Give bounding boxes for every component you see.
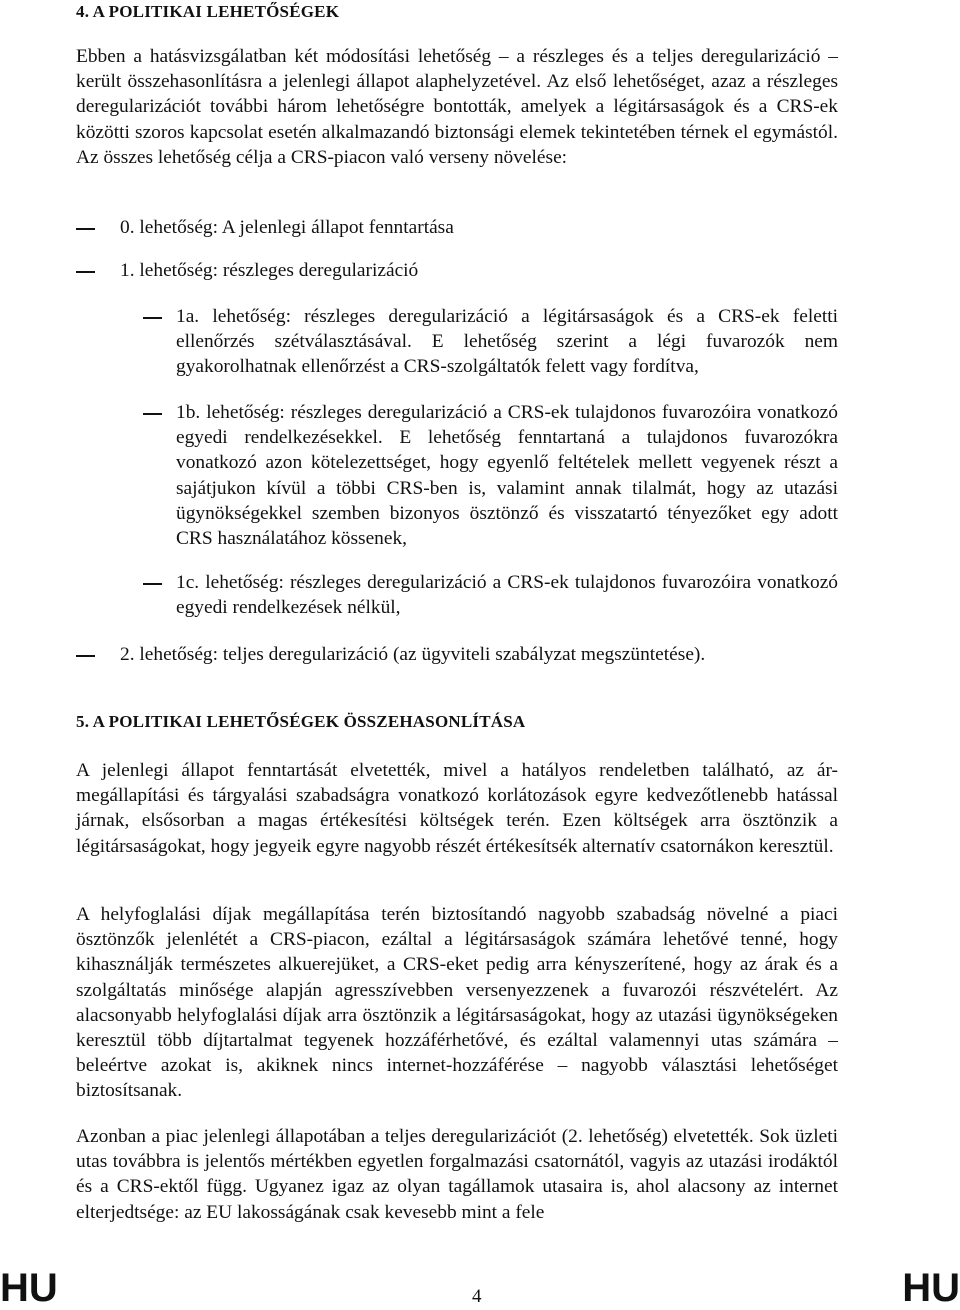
section-4-intro: Ebben a hatásvizsgálatban két módosítási lehetőség – a részleges és a teljes deregularizáció – került összehasonlításra a jelenlegi állapot alaphelyzetével. Az első lehetőséget, azaz a részleges deregularizációt további három lehetőségre bontották, amelyek a légitársaságok és a CRS-ek közötti szoros kapcsolat esetén alkalmazandó biztonsági elemek tekintetében térnek el egymástól. Az összes lehetőség célja a CRS-piacon való verseny növelése: — [76, 46, 838, 168]
section-4-number: 4. — [76, 2, 90, 21]
section-4-title: A POLITIKAI LEHETŐSÉGEK — [92, 2, 340, 21]
list-item-option-1b: 1b. lehetőség: részleges deregularizáció a CRS-ek tulajdonos fuvarozóira vonatkozó egyedi rendelkezésekkel. E lehetőség fenntartaná a tulajdonos fuvarozókra vonatkozó azon kötelezettséget, hogy egyenlő feltételek mellett vegyenek részt a sajátjukon kívül a többi CRS-ben is, valamint annak tilalmát, hogy az utazási ügynökségekkel szemben bizonyos ösztönző és visszatartó tényezőket egy adott CRS használatához kössenek, — [176, 402, 838, 550]
footer-language-left: HU — [0, 1266, 58, 1310]
section-4-heading — [76, 2, 339, 22]
list-item-option-1a: 1a. lehetőség: részleges deregularizáció a légitársaságok és a CRS-ek feletti ellenőrzés szétválasztásával. E lehetőség szerint a légi fuvarozók nem gyakorolhatnak ellenőrzést a CRS-szolgáltatók felett vagy fordítva, — [176, 306, 838, 378]
section-5-title: A POLITIKAI LEHETŐSÉGEK ÖSSZEHASONLÍTÁSA — [92, 712, 526, 731]
section-5-heading — [76, 712, 525, 732]
list-item-option-1: 1. lehetőség: részleges deregularizáció — [120, 260, 419, 281]
list-dash — [143, 413, 162, 415]
list-item-option-2: 2. lehetőség: teljes deregularizáció (az ügyviteli szabályzat megszüntetése). — [120, 644, 706, 665]
section-5-paragraph-2: A helyfoglalási díjak megállapítása terén biztosítandó nagyobb szabadság növelné a piaci ösztönzők jelenlétét a CRS-piacon, ezáltal a légitársaságok számára lehetővé tenné, hogy kihasználják természetes alkuerejüket, a CRS-eket pedig arra kényszerítené, hogy az árak és a szolgáltatás minősége alapján agresszívebben versenyezzenek a fuvarozói részvételért. Az alacsonyabb helyfoglalási díjak arra ösztönzik a légitársaságokat, hogy az utazási ügynökségeken keresztül több díjtartalmat tegyenek hozzáférhetővé, és ezáltal valamennyi utas számára – beleértve azokat is, akiknek nincs internet-hozzáférése – nagyobb választási lehetőséget biztosítsanak. — [76, 904, 838, 1102]
section-5-paragraph-1: A jelenlegi állapot fenntartását elvetették, mivel a hatályos rendeletben található, az ár-megállapítási és tárgyalási szabadságra vonatkozó korlátozások egyre kedvezőtlenebb hatással járnak, elsősorban a magas értékesítési költségek terén. Ezen költségek arra ösztönzik a légitársaságokat, hogy jegyeik egyre nagyobb részét értékesítsék alternatív csatornákon keresztül. — [76, 760, 838, 857]
list-dash — [76, 228, 95, 230]
page-number: 4 — [472, 1286, 482, 1307]
list-item-option-0: 0. lehetőség: A jelenlegi állapot fenntartása — [120, 217, 454, 238]
section-5-paragraph-3: Azonban a piac jelenlegi állapotában a teljes deregularizációt (2. lehetőség) elvetették. Sok üzleti utas továbbra is jelentős mértékben egyetlen forgalmazási csatornától, vagyis az utazási irodáktól és a CRS-ektől függ. Ugyanez igaz az olyan tagállamok utasaira is, ahol alacsony az internet elterjedtsége: az EU lakosságának csak kevesebb mint a fele — [76, 1126, 838, 1223]
list-dash — [143, 317, 162, 319]
list-dash — [76, 271, 95, 273]
footer-language-right: HU — [902, 1266, 960, 1310]
list-dash — [76, 655, 95, 657]
list-item-option-1c: 1c. lehetőség: részleges deregularizáció a CRS-ek tulajdonos fuvarozóira vonatkozó egyedi rendelkezések nélkül, — [176, 572, 838, 619]
section-5-number: 5. — [76, 712, 90, 731]
list-dash — [143, 583, 162, 585]
